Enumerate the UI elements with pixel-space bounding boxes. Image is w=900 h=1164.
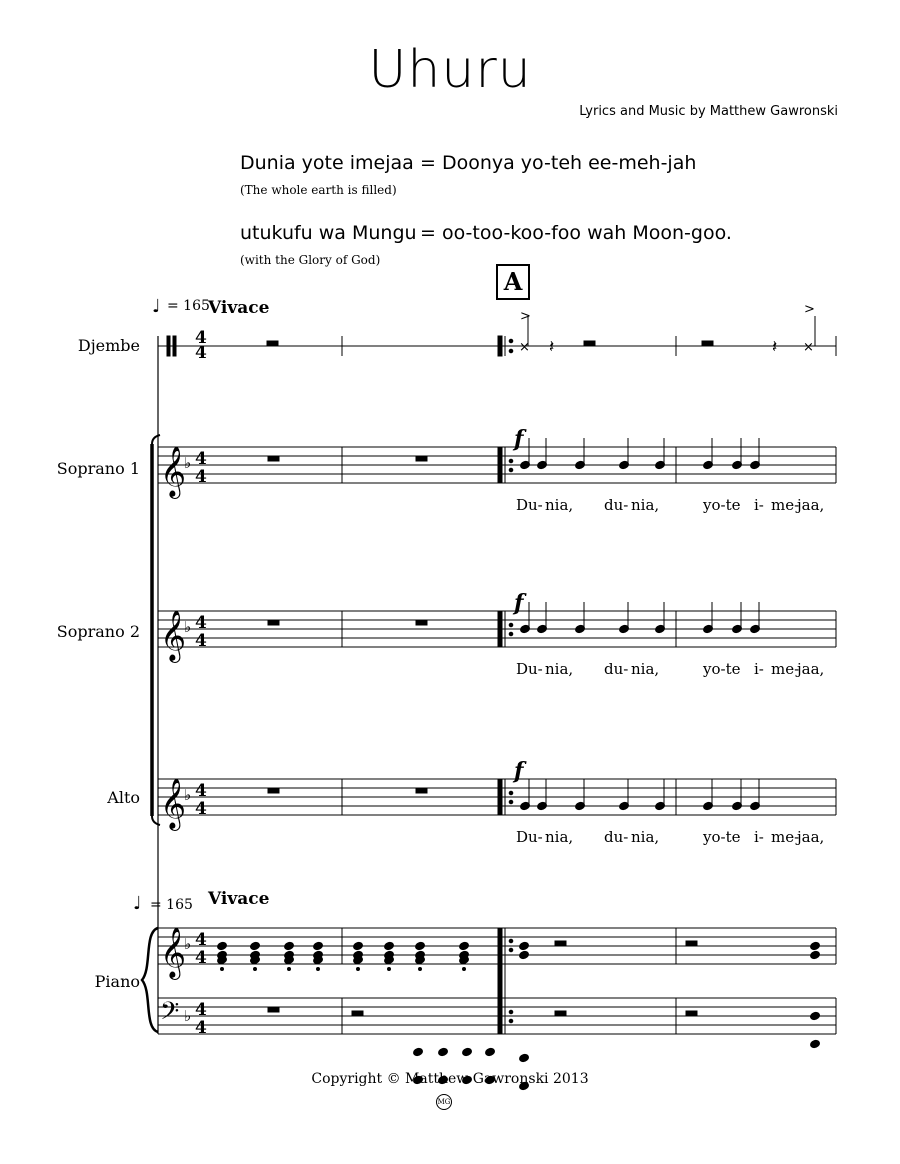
staccato-dot — [254, 968, 257, 971]
quarter-rest: 𝄽 — [549, 337, 555, 357]
svg-text:4: 4 — [195, 1018, 207, 1038]
credit-line: Lyrics and Music by Matthew Gawronski — [579, 104, 838, 119]
half-rest — [555, 941, 566, 946]
treble-clef: 𝄞 — [160, 610, 187, 661]
chord-notehead — [459, 941, 470, 951]
lyric-syllable: i- — [754, 496, 764, 514]
bass-notehead — [485, 1047, 496, 1057]
lyric-syllable: du- — [604, 828, 629, 846]
svg-text:4: 4 — [195, 467, 207, 487]
glossary-swahili-2: utukufu wa Mungu — [240, 222, 417, 244]
copyright-notice: Copyright © Matthew Gawronski 2013 — [311, 1071, 589, 1087]
half-rest — [686, 1011, 697, 1016]
bass-notehead — [413, 1047, 424, 1057]
lyric-syllable: i- — [754, 660, 764, 678]
lyric-syllable: Du- — [516, 660, 543, 678]
treble-clef: 𝄞 — [160, 778, 187, 829]
flat-key-signature: ♭ — [184, 1007, 192, 1025]
lyric-syllable: nia, — [545, 660, 574, 678]
notes-group — [217, 438, 821, 1091]
chord-notehead — [810, 941, 821, 951]
piano-brace — [142, 928, 158, 1032]
chord-notehead — [284, 941, 295, 951]
accent-mark: > — [520, 309, 531, 324]
lyric-syllable: me- — [771, 496, 800, 514]
whole-rest — [267, 341, 278, 346]
staccato-dot — [388, 968, 391, 971]
accent-mark: > — [804, 302, 815, 317]
lyric-syllable: nia, — [631, 660, 660, 678]
lyric-syllable: nia, — [631, 496, 660, 514]
staccato-dot — [288, 968, 291, 971]
x-notehead: × — [519, 340, 530, 355]
quarter-note-icon: ♩ — [133, 893, 142, 914]
staff-piano-bass — [158, 998, 836, 1034]
time-signature: 4 — [195, 613, 207, 633]
quarter-note-icon: ♩ — [152, 296, 161, 317]
bass-clef: 𝄢 — [160, 997, 180, 1032]
chord-notehead — [415, 941, 426, 951]
lyric-syllable: nia, — [545, 496, 574, 514]
quarter-rest: 𝄽 — [772, 337, 778, 357]
flat-key-signature: ♭ — [184, 935, 192, 953]
chord-notehead — [384, 941, 395, 951]
dynamic-forte: f — [514, 758, 524, 784]
half-rest — [686, 941, 697, 946]
composer-logo: MG — [436, 1094, 452, 1110]
staccato-dot — [463, 968, 466, 971]
whole-rest — [268, 1007, 279, 1012]
glossary-pron-2: = oo-too-koo-foo wah Moon-goo. — [420, 222, 732, 244]
lyric-syllable: me- — [771, 660, 800, 678]
instrument-label-soprano-1: Soprano 1 — [56, 459, 140, 478]
bass-notehead — [810, 1011, 821, 1021]
repeat-barline — [498, 336, 502, 356]
page-title: Uhuru — [368, 40, 532, 100]
bass-notehead — [810, 1039, 821, 1049]
lyric-syllable: Du- — [516, 496, 543, 514]
dynamic-forte: f — [514, 426, 524, 452]
staccato-dot — [317, 968, 320, 971]
time-signature: 4 — [195, 328, 207, 348]
glossary-pron-1: = Doonya yo-teh ee-meh-jah — [420, 152, 697, 174]
half-rest — [352, 1011, 363, 1016]
lyric-syllable: jaa, — [797, 828, 825, 846]
flat-key-signature: ♭ — [184, 618, 192, 636]
whole-rest — [416, 620, 427, 625]
treble-clef: 𝄞 — [160, 446, 187, 497]
tempo-bpm: = 165 — [167, 298, 210, 314]
svg-text:4: 4 — [195, 631, 207, 651]
lyric-syllable: nia, — [631, 828, 660, 846]
lyric-syllable: nia, — [545, 828, 574, 846]
lyric-syllable: du- — [604, 660, 629, 678]
lyric-syllable: du- — [604, 496, 629, 514]
tempo-marking-piano: Vivace — [208, 889, 270, 909]
lyric-syllable: jaa, — [797, 496, 825, 514]
whole-rest — [268, 788, 279, 793]
chord-notehead — [353, 941, 364, 951]
flat-key-signature: ♭ — [184, 786, 192, 804]
instrument-label-piano: Piano — [94, 972, 140, 991]
time-signature: 4 — [195, 449, 207, 469]
svg-text:4: 4 — [195, 948, 207, 968]
lyric-syllable: me- — [771, 828, 800, 846]
half-rest — [702, 341, 713, 346]
chord-notehead — [519, 941, 530, 951]
bass-notehead — [462, 1047, 473, 1057]
lyric-syllable: yo-te — [703, 496, 741, 514]
whole-rest — [416, 456, 427, 461]
whole-rest — [416, 788, 427, 793]
lyric-syllable: Du- — [516, 828, 543, 846]
treble-clef: 𝄞 — [160, 927, 187, 978]
x-notehead: × — [803, 340, 814, 355]
dynamic-forte: f — [514, 590, 524, 616]
half-rest — [555, 1011, 566, 1016]
lyric-syllable: yo-te — [703, 828, 741, 846]
time-signature: 4 — [195, 1000, 207, 1020]
staccato-dot — [419, 968, 422, 971]
bass-notehead — [438, 1047, 449, 1057]
bass-notehead — [519, 1053, 530, 1063]
whole-rest — [268, 456, 279, 461]
time-signature: 4 — [195, 781, 207, 801]
svg-text:4: 4 — [195, 343, 207, 363]
instrument-label-alto: Alto — [107, 788, 140, 807]
chord-notehead — [250, 941, 261, 951]
chord-notehead — [810, 950, 821, 960]
chord-notehead — [217, 941, 228, 951]
svg-text:4: 4 — [195, 799, 207, 819]
instrument-label-djembe: Djembe — [77, 336, 140, 355]
chord-notehead — [519, 950, 530, 960]
whole-rest — [268, 620, 279, 625]
rehearsal-mark: A — [496, 264, 530, 300]
lyric-syllable: i- — [754, 828, 764, 846]
glossary-translation-1: (The whole earth is filled) — [240, 183, 397, 197]
chord-notehead — [313, 941, 324, 951]
tempo-bpm-piano: = 165 — [150, 897, 193, 913]
staccato-dot — [357, 968, 360, 971]
flat-key-signature: ♭ — [184, 454, 192, 472]
percussion-clef — [167, 336, 170, 356]
glossary-translation-2: (with the Glory of God) — [240, 253, 381, 267]
half-rest — [584, 341, 595, 346]
lyric-syllable: yo-te — [703, 660, 741, 678]
instrument-label-soprano-2: Soprano 2 — [56, 622, 140, 641]
time-signature: 4 — [195, 930, 207, 950]
lyric-syllable: jaa, — [797, 660, 825, 678]
glossary-swahili-1: Dunia yote imejaa — [240, 152, 414, 174]
staccato-dot — [221, 968, 224, 971]
tempo-marking: Vivace — [208, 298, 270, 318]
